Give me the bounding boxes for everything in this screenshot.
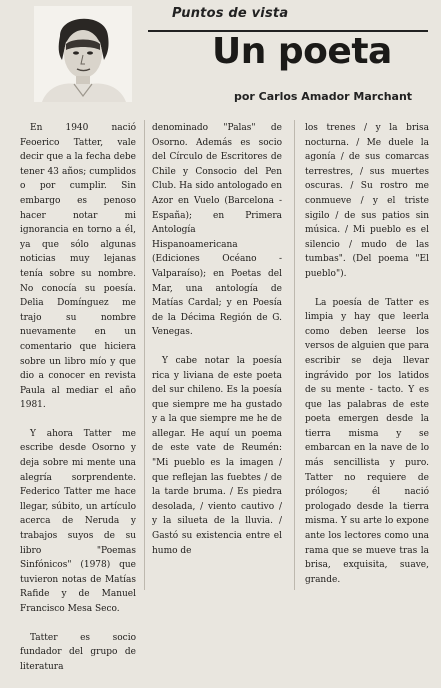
column-divider: [144, 120, 145, 590]
paragraph: En 1940 nació Feoerico Tatter, vale decir que a la fecha debe tener 43 años; cumplidos o por cumplir. Sin embargo es penoso hacer notar mi ignorancia en torno a él, ya que sólo algunas noticias muy lejanas tenía sobre su nombre. No conocía su poesía. Delia Domínguez me trajo su nombre nuevamente en un comentario que hiciera sobre un libro mío y que dio a conocer en revista Paula al mediar el año 1981.: [20, 123, 136, 411]
paragraph: denominado "Palas" de Osorno. Además es socio del Círculo de Escritores de Chile y Consocio del Pen Club. Ha sido antologado en Azor en Vuelo (Barcelona - España); en Primera Antología Hispanoamericana (Ediciones Océano - Valparaíso); en Poetas del Mar, una antología de Matías Cardal; y en Poesía de la Décima Región de G. Venegas.: [152, 123, 282, 338]
paragraph: La poesía de Tatter es limpia y hay que leerla como deben leerse los versos de alguien que para escribir se deja llevar ingrávido por los latidos de su mente - tacto. Y es que las palabras de este poeta emergen desde la tierra misma y se embarcan en la nave de lo más sencillista y puro. Tatter no requiere de prólogos; él nació prologado desde la tierra misma. Y su arte lo expone ante los lectores como una rama que se mueve tras la brisa, exquisita, suave, grande.: [305, 297, 429, 585]
article-column-3: [305, 121, 429, 601]
author-portrait-icon: [34, 6, 132, 102]
article-byline: por Carlos Amador Marchant: [234, 90, 413, 103]
section-label: Puntos de vista: [172, 6, 289, 21]
paragraph: los trenes / y la brisa nocturna. / Me duele la agonía / de sus comarcas terrestres, / sus muertes oscuras. / Su rostro me conmueve / y el triste sigilo / de sus patios sin música. / Mi pueblo es el silencio / mudo de las tumbas". (Del poema "El pueblo").: [305, 123, 429, 279]
author-portrait-photo: [34, 6, 132, 102]
paragraph: Y ahora Tatter me escribe desde Osorno y deja sobre mi mente una alegría sorprendente. Federico Tatter me hace llegar, súbito, un artículo acerca de Neruda y trabajos suyos de su libro "Poemas Sinfónicos" (1978) que tuvieron notas de Matías Rafide y de Manuel Francisco Mesa Seco.: [20, 428, 136, 614]
paragraph: Tatter es socio fundador del grupo de literatura: [20, 632, 136, 672]
article-column-1: [20, 121, 136, 688]
article-column-2: [152, 121, 282, 572]
article-headline: Un poeta: [212, 31, 392, 72]
paragraph: Y cabe notar la poesía rica y liviana de este poeta del sur chileno. Es la poesía que siempre me ha gustado y a la que siempre me he de allegar. He aquí un poema de este vate de Reumén: "Mi pueblo es la imagen / que reflejan las fuebtes / de la tarde bruma. / Es piedra desolada, / viento cautivo / y la silueta de la lluvia. / Gastó su existencia entre el humo de: [152, 355, 282, 556]
column-divider: [294, 120, 295, 590]
